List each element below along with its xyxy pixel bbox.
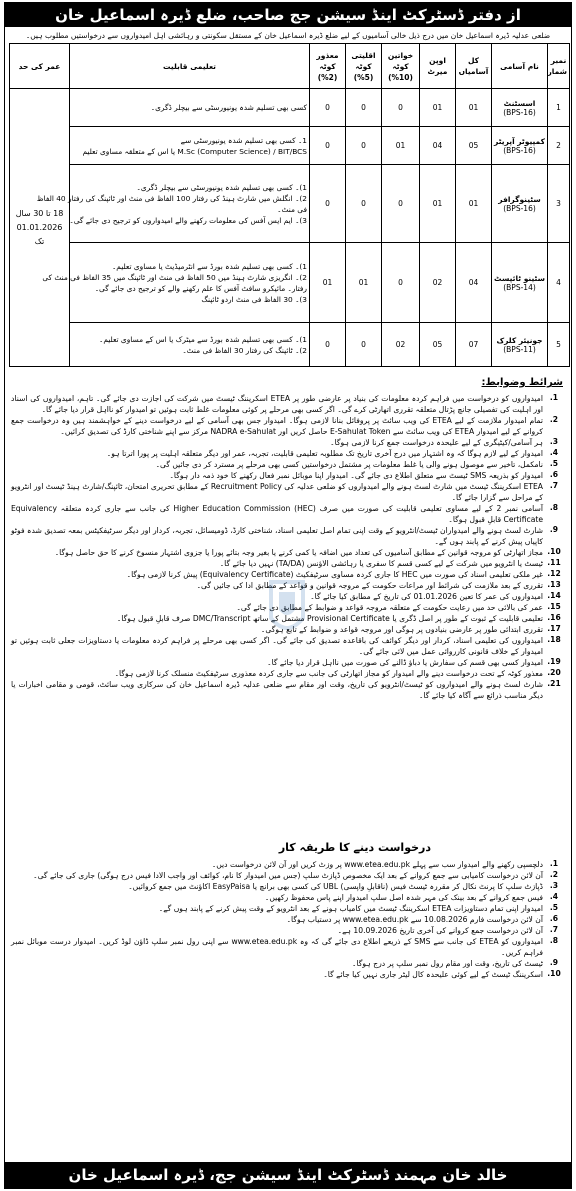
list-item: [11, 393, 565, 415]
cell-disabled: 0: [310, 127, 346, 165]
item-number: 4.: [549, 892, 559, 901]
item-number: 5.: [549, 459, 559, 468]
list-item: [11, 958, 565, 969]
cell-women: 0: [382, 165, 420, 243]
cell-open: 01: [420, 165, 456, 243]
cell-post: [492, 243, 548, 323]
item-text: غیر ملکی تعلیمی اسناد کی صورت میں HEC کا جاری کردہ مساوی سرٹیفکیٹ (Equivalency Certificate) پیش کرنا لازمی ہوگا۔: [126, 570, 543, 579]
item-number: 6.: [549, 470, 559, 479]
qual-line: 2)۔ انگلش میں شارٹ ہینڈ کی رفتار 100 الفاظ فی منٹ اور ٹائپنگ کی رفتار 40 الفاظ: [36, 193, 307, 203]
cell-qualification: [42, 243, 310, 323]
qual-line: کسی بھی تسلیم شدہ یونیورسٹی سے بیچلر ڈگری۔: [150, 103, 307, 112]
item-text: امیدوار کے لیے لازم ہوگا کہ وہ اشتہار میں درج آخری تاریخ تک مطلوبہ تعلیمی قابلیت، تجربہ، عمر اور دیگر متعلقہ اہلیت پر پورا اترتا ہو۔: [106, 449, 543, 458]
cell-post: [492, 89, 548, 127]
item-text: آسامی نمبر 2 کے لیے مساوی تعلیمی قابلیت کی صورت میں صرف Higher Education Commission (HEC) کی جانب سے جاری کردہ متعلقہ Equivalency Certificate قابلِ قبول ہوگا۔: [11, 504, 543, 524]
list-item: [11, 437, 565, 448]
table-header-row: [10, 44, 570, 89]
cell-sno: 5: [548, 323, 570, 367]
qual-line: 1)۔ کسی بھی تسلیم شدہ یونیورسٹی سے بیچلر ڈگری۔: [136, 182, 307, 192]
list-item: [11, 481, 565, 503]
item-number: 7.: [549, 925, 559, 934]
header-open: اوپن میرٹ: [420, 44, 456, 89]
cell-minority: 01: [346, 243, 382, 323]
cell-minority: 0: [346, 323, 382, 367]
list-item: [11, 936, 565, 958]
cell-disabled: 01: [310, 243, 346, 323]
procedure-heading: درخواست دینے کا طریقہ کار: [278, 841, 431, 854]
item-number: 6.: [549, 914, 559, 923]
list-item: [11, 525, 565, 547]
cell-sno: 3: [548, 165, 570, 243]
header-sno: نمبر شمار: [548, 44, 570, 89]
item-number: 9.: [549, 958, 559, 967]
item-text: آن لائن درخواست فارم 10.08.2026 سے www.etea.edu.pk پر دستیاب ہوگا۔: [286, 915, 543, 924]
qual-line: 2)۔ ٹائپنگ کی رفتار 30 الفاظ فی منٹ۔: [182, 345, 307, 355]
qual-line: 3)۔ 30 الفاظ فی منٹ اردو ٹائپنگ: [201, 294, 307, 304]
qual-line: 1)۔ کسی بھی تسلیم شدہ بورڈ سے میٹرک یا اس کے مساوی تعلیم۔: [99, 334, 307, 344]
item-text: ٹیسٹ یا انٹرویو میں شرکت کے لیے کسی قسم کا سفری یا رہائشی الاؤنس (TA/DA) نہیں دیا جائے گا۔: [219, 559, 543, 568]
qual-line: 2)۔ انگریزی شارٹ ہینڈ میں 50 الفاظ فی منٹ اور ٹائپنگ میں 35 الفاظ فی منٹ کی: [42, 272, 307, 282]
item-text: فیس جمع کروانے کے بعد بینک کی مہر شدہ اصل سلپ امیدوار اپنے پاس محفوظ رکھیں۔: [264, 893, 543, 902]
qual-line: 3)۔ ایم ایس آفس کی معلومات رکھنے والے امیدواروں کو ترجیح دی جائے گی۔: [69, 215, 307, 225]
intro-text: ضلعی عدلیہ ڈیرہ اسماعیل خان میں درج ذیل خالی آسامیوں کے لیے ضلع ڈیرہ اسماعیل خان کے مستقل سکونتی و رہائشی اہل امیدواروں سے درخواستیں مطلوب ہیں۔: [25, 31, 551, 40]
item-number: 16.: [547, 613, 561, 622]
cell-women: 0: [382, 89, 420, 127]
cell-open: 04: [420, 127, 456, 165]
footer-title: خالد خان مہمند ڈسٹرکٹ اینڈ سیشن جج، ڈیرہ اسماعیل خان: [5, 1162, 571, 1188]
cell-minority: 0: [346, 165, 382, 243]
item-text: نامکمل، تاخیر سے موصول ہونے والی یا غلط معلومات پر مشتمل درخواستیں کسی بھی مرحلے پر مسترد کر دی جائیں گی۔: [155, 460, 543, 469]
cell-disabled: 0: [310, 323, 346, 367]
item-text: شارٹ لسٹ ہونے والے امیدواران ٹیسٹ/انٹرویو کے وقت اپنی تمام اصل تعلیمی اسناد، شناختی کارڈ، ڈومیسائل، تجربہ، کردار اور دیگر سرٹیفکیٹس بمعہ تصدیق شدہ فوٹو کاپیاں پیش کرنے کے پابند ہوں گے۔: [11, 526, 543, 546]
watermark-logo-icon: [265, 578, 309, 638]
post-name: کمپیوٹر آپریٹر: [494, 136, 545, 146]
list-item: [11, 668, 565, 679]
table-row: [10, 165, 570, 243]
cell-post: [492, 165, 548, 243]
item-text: امیدواروں کو درخواست میں فراہم کردہ معلومات کی بنیاد پر عارضی طور پر ETEA اسکریننگ ٹیسٹ میں شرکت کی اجازت دی جائے گی۔ تاہم، امیدواروں کی اسناد اور اہلیت کی تفصیلی جانچ پڑتال متعلقہ تقرری اتھارٹی کرے گی۔ اگر کسی بھی مرحلے پر کوئی معلومات غلط ثابت ہوئیں تو امیدوار کو نااہل قرار دیا جائے گا۔: [11, 394, 543, 414]
header-post: نام آسامی: [492, 44, 548, 89]
item-text: امیدواروں کو ETEA کی جانب سے SMS کے ذریعے اطلاع دی جائے گی کہ وہ www.etea.edu.pk سے اپنی رول نمبر سلپ ڈاؤن لوڈ کریں۔ امیدوار درست موبائل نمبر فراہم کریں۔: [11, 937, 543, 957]
item-number: 3.: [549, 437, 559, 446]
list-item: [11, 870, 565, 881]
cell-post: [492, 127, 548, 165]
post-bps: (BPS-16): [503, 145, 536, 155]
cell-qualification: [70, 323, 310, 367]
cell-sno: 1: [548, 89, 570, 127]
cell-disabled: 0: [310, 165, 346, 243]
item-number: 12.: [547, 569, 561, 578]
header-total: کل آسامیاں: [456, 44, 492, 89]
item-text: امیدوار کو بذریعہ SMS ٹیسٹ سے متعلق اطلاع دی جائے گی۔ امیدوار اپنا موبائل نمبر فعال رکھنے کا خود ذمہ دار ہوگا۔: [169, 471, 543, 480]
cell-total: 05: [456, 127, 492, 165]
list-item: [11, 969, 565, 980]
cell-total: 01: [456, 165, 492, 243]
table-row: [10, 89, 570, 127]
qual-line: رفتار۔ مائیکرو سافٹ آفس کا علم رکھنے والے کو ترجیح دی جائے گی۔: [94, 283, 307, 293]
post-name: اسسٹنٹ: [503, 98, 536, 108]
item-number: 8.: [549, 936, 559, 945]
cell-open: 05: [420, 323, 456, 367]
item-text: ڈپازٹ سلپ کا پرنٹ نکال کر مقررہ ٹیسٹ فیس (ناقابلِ واپسی) UBL کی کسی بھی برانچ یا EasyPaisa اکاؤنٹ میں جمع کروائیں۔: [128, 882, 543, 891]
item-number: 11.: [547, 558, 561, 567]
cell-sno: 4: [548, 243, 570, 323]
list-item: [11, 881, 565, 892]
item-text: آن لائن درخواست کامیابی سے جمع کروانے کے بعد ایک مخصوص ڈپازٹ سلپ (جس میں امیدوار کا نام، کوائف اور واجب الادا فیس درج ہوگی) جاری کی جائے گی۔: [33, 871, 543, 880]
item-number: 2.: [549, 415, 559, 424]
item-text: تعلیمی قابلیت کے ثبوت کے طور پر اصل ڈگری یا Provisional Certificate مشتمل کے ساتھ DMC/Transcript صرف قابلِ قبول ہوگا۔: [116, 614, 543, 623]
cell-women: 0: [382, 243, 420, 323]
age-suffix: تک: [34, 236, 45, 246]
post-bps: (BPS-14): [503, 282, 536, 292]
item-number: 8.: [549, 503, 559, 512]
item-text: ETEA اسکریننگ ٹیسٹ میں شارٹ لسٹ ہونے والے امیدواروں کو ضلعی عدلیہ کی Recruitment Policy کے مطابق تحریری امتحان، ٹائپنگ/شارٹ ہینڈ ٹیسٹ اور انٹرویو کے مراحل سے گزارا جائے گا۔: [11, 482, 543, 502]
cell-age-limit: [10, 89, 70, 367]
list-item: [11, 679, 565, 701]
table-row: [10, 127, 570, 165]
cell-qualification: [70, 89, 310, 127]
item-number: 3.: [549, 881, 559, 890]
item-number: 1.: [549, 859, 559, 868]
post-name: سٹینوگرافر: [498, 194, 541, 204]
item-text: آن لائن درخواست جمع کروانے کی آخری تاریخ 10.09.2026 ہے۔: [337, 926, 543, 935]
item-number: 2.: [549, 870, 559, 879]
item-number: 1.: [549, 393, 559, 402]
cell-minority: 0: [346, 127, 382, 165]
list-item: [11, 657, 565, 668]
list-item: [11, 859, 565, 870]
item-number: 9.: [549, 525, 559, 534]
cell-total: 04: [456, 243, 492, 323]
item-text: اسکریننگ ٹیسٹ کے لیے کوئی علیحدہ کال لیٹر جاری نہیں کیا جائے گا۔: [323, 970, 543, 979]
header-disabled: معذور کوٹہ (2%): [310, 44, 346, 89]
list-item: [11, 415, 565, 437]
item-text: امیدوار اپنی تمام دستاویزات ETEA اسکریننگ ٹیسٹ میں کامیاب ہونے کے بعد انٹرویو کے وقت پیش کرنے کے پابند ہوں گے۔: [158, 904, 543, 913]
cell-women: 01: [382, 127, 420, 165]
post-bps: (BPS-16): [503, 107, 536, 117]
cell-total: 01: [456, 89, 492, 127]
age-date: 01.01.2026: [16, 222, 63, 232]
header-qualification: تعلیمی قابلیت: [70, 44, 310, 89]
qual-line: 1)۔ کسی بھی تسلیم شدہ بورڈ سے انٹرمیڈیٹ یا مساوی تعلیم۔: [111, 261, 307, 271]
cell-open: 02: [420, 243, 456, 323]
list-item: [11, 503, 565, 525]
cell-qualification: [70, 127, 310, 165]
list-item: [11, 547, 565, 558]
post-name: سٹینو ٹائپسٹ: [494, 273, 545, 283]
item-number: 10.: [547, 969, 561, 978]
post-bps: (BPS-16): [503, 203, 536, 213]
cell-minority: 0: [346, 89, 382, 127]
item-text: ہر آسامی/کیٹیگری کے لیے علیحدہ درخواست جمع کرنا لازمی ہوگا۔: [330, 438, 543, 447]
table-row: [10, 243, 570, 323]
qual-line: 1۔ کسی بھی تسلیم شدہ یونیورسٹی سے: [180, 135, 307, 145]
list-item: [11, 470, 565, 481]
qual-line: فی منٹ۔: [277, 204, 307, 214]
cell-women: 02: [382, 323, 420, 367]
post-bps: (BPS-11): [503, 344, 536, 354]
item-text: شارٹ لسٹ ہونے والے امیدواروں کو ٹیسٹ/انٹرویو کی تاریخ، وقت اور مقام سے ضلعی عدلیہ ڈیرہ اسماعیل خان کی سرکاری ویب سائٹ، قومی و مقامی اخبارات یا دیگر مناسب ذرائع سے آگاہ کیا جائے گا۔: [11, 680, 543, 700]
item-text: تمام امیدوار ملازمت کے لیے ETEA کی ویب سائٹ پر پروفائل بنانا لازمی ہوگا۔ امیدوار جس بھی آسامی کے لیے درخواست دینے کے خواہشمند ہیں وہ درخواست جمع کروانے کے لیے امیدوار ETEA کی ویب سائٹ سے E-Sahulat Token حاصل کریں اور NADRA e-Sahulat مرکز سے اپنے شناختی کارڈ کی تصدیق کرائیں۔: [11, 416, 543, 436]
item-number: 17.: [547, 624, 561, 633]
item-text: دلچسپی رکھنے والے امیدوار سب سے پہلے www.etea.edu.pk پر وزٹ کریں اور آن لائن درخواست دیں۔: [211, 860, 543, 869]
list-item: [11, 558, 565, 569]
item-number: 13.: [547, 580, 561, 589]
list-item: [11, 903, 565, 914]
item-number: 21.: [547, 679, 561, 688]
list-item: [11, 448, 565, 459]
list-item: [11, 635, 565, 657]
cell-sno: 2: [548, 127, 570, 165]
list-item: [11, 459, 565, 470]
cell-open: 01: [420, 89, 456, 127]
item-number: 18.: [547, 635, 561, 644]
item-number: 4.: [549, 448, 559, 457]
item-number: 5.: [549, 903, 559, 912]
item-text: معذور کوٹہ کے تحت درخواست دینے والے امیدوار کو مجاز اتھارٹی کی جانب سے جاری کردہ معذوری سرٹیفکیٹ منسلک کرنا لازمی ہوگا۔: [114, 669, 543, 678]
item-text: عمر کی بالائی حد میں رعایت حکومت کے متعلقہ مروجہ قواعد و ضوابط کے مطابق دی جائے گی۔: [236, 603, 543, 612]
advertisement-page: [4, 2, 572, 1189]
item-number: 15.: [547, 602, 561, 611]
header-age: عمر کی حد: [10, 44, 70, 89]
item-text: امیدواروں کی عمر کا تعین 01.01.2026 کی تاریخ کے مطابق کیا جائے گا۔: [310, 592, 543, 601]
cell-disabled: 0: [310, 89, 346, 127]
item-text: تقرری کے بعد ملازمت کی شرائط اور مراعات حکومت کے مروجہ قوانین و قواعد کے مطابق ادا کی جائیں گی۔: [196, 581, 543, 590]
table-row: [10, 323, 570, 367]
header-title: از دفتر ڈسٹرکٹ اینڈ سیشن جج صاحب، ضلع ڈیرہ اسماعیل خان: [5, 3, 571, 27]
cell-total: 07: [456, 323, 492, 367]
header-women: خواتین کوٹہ (10%): [382, 44, 420, 89]
age-range: 18 تا 30 سال: [15, 208, 64, 218]
item-number: 14.: [547, 591, 561, 600]
qual-line: M.Sc (Computer Science) / BIT/BCS یا اس کے متعلقہ مساوی تعلیم: [82, 146, 307, 156]
list-item: [11, 914, 565, 925]
item-text: ٹیسٹ کی تاریخ، وقت اور مقام رول نمبر سلپ پر درج ہوگا۔: [352, 959, 543, 968]
item-number: 19.: [547, 657, 561, 666]
conditions-heading: شرائط وضوابط:: [481, 377, 563, 388]
posts-table: [9, 43, 570, 367]
cell-post: [492, 323, 548, 367]
item-text: امیدوار کسی بھی قسم کی سفارش یا دباؤ ڈالنے کی صورت میں نااہل قرار دیا جائے گا۔: [267, 658, 543, 667]
procedure-list: [11, 859, 565, 1159]
post-name: جونیئر کلرک: [496, 335, 543, 345]
item-number: 20.: [547, 668, 561, 677]
item-text: تقرری ابتدائی طور پر عارضی بنیادوں پر ہوگی اور مروجہ قواعد و ضوابط کے تابع ہوگی۔: [260, 625, 543, 634]
list-item: [11, 925, 565, 936]
item-text: مجاز اتھارٹی کو مروجہ قوانین کے مطابق آسامیوں کی تعداد میں اضافہ یا کمی کرنے یا بغیر وجہ بتائے پورا یا جزوی اشتہار منسوخ کرنے کا حق حاصل ہوگا۔: [54, 548, 543, 557]
item-number: 10.: [547, 547, 561, 556]
list-item: [11, 892, 565, 903]
item-number: 7.: [549, 481, 559, 490]
item-text: امیدواروں کی تعلیمی اسناد، کردار اور دیگر کوائف کی باقاعدہ تصدیق کی جائے گی۔ اگر کسی بھی مرحلے پر فراہم کردہ معلومات یا دستاویزات جعلی ثابت ہوئیں تو امیدوار کے خلاف قانونی کارروائی عمل میں لائی جائے گی۔: [11, 636, 543, 656]
header-minority: اقلیتی کوٹہ (5%): [346, 44, 382, 89]
